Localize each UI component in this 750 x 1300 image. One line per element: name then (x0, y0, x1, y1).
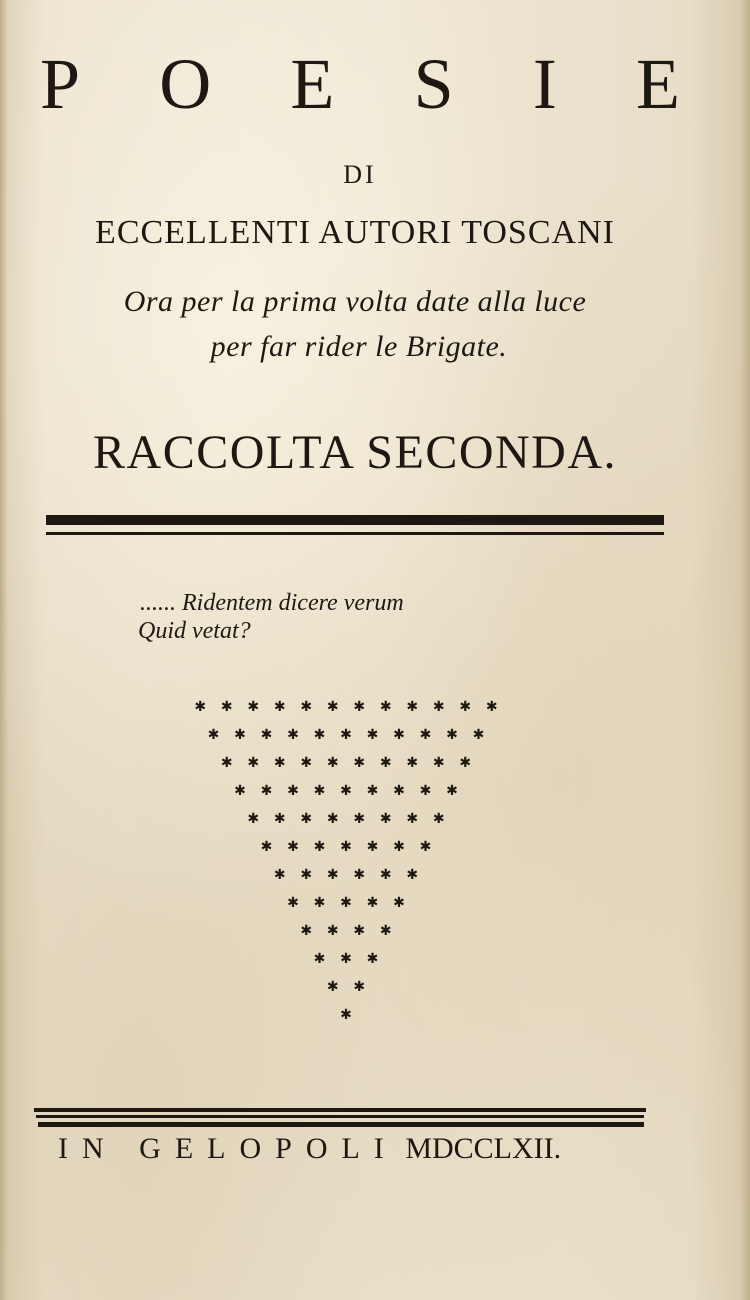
asterisk-icon: ✱ (366, 727, 379, 743)
divider-rule-thick (46, 515, 664, 525)
asterisk-icon: ✱ (260, 839, 273, 855)
asterisk-icon: ✱ (446, 783, 458, 799)
asterisk-icon: ✱ (220, 755, 233, 771)
asterisk-icon: ✱ (379, 867, 392, 883)
collection-heading: RACCOLTA SECONDA. (93, 426, 617, 479)
asterisk-icon: ✱ (366, 783, 379, 799)
asterisk-icon: ✱ (234, 783, 246, 799)
asterisk-icon: ✱ (313, 727, 326, 743)
asterisk-icon: ✱ (287, 895, 299, 911)
asterisk-icon: ✱ (287, 839, 299, 855)
asterisk-icon: ✱ (406, 811, 419, 827)
asterisk-icon: ✱ (247, 755, 260, 771)
asterisk-icon: ✱ (366, 895, 379, 911)
asterisk-icon: ✱ (353, 755, 366, 771)
asterisk-icon: ✱ (247, 811, 260, 827)
asterisk-icon: ✱ (340, 727, 352, 743)
asterisk-icon: ✱ (379, 699, 392, 715)
asterisk-icon: ✱ (432, 699, 445, 715)
asterisk-icon: ✱ (446, 727, 458, 743)
asterisk-icon: ✱ (353, 811, 366, 827)
title-letter: E (636, 44, 680, 124)
authors-line: ECCELLENTI AUTORI TOSCANI (95, 214, 615, 251)
asterisk-icon: ✱ (273, 811, 286, 827)
asterisk-icon: ✱ (353, 923, 366, 939)
asterisk-icon: ✱ (353, 979, 366, 995)
asterisk-icon: ✱ (313, 839, 326, 855)
asterisk-icon: ✱ (366, 839, 379, 855)
asterisk-icon: ✱ (300, 867, 313, 883)
asterisk-icon: ✱ (326, 699, 339, 715)
asterisk-icon: ✱ (353, 699, 366, 715)
asterisk-icon: ✱ (485, 699, 498, 715)
bottom-rule-2 (36, 1115, 644, 1118)
asterisk-icon: ✱ (379, 923, 392, 939)
asterisk-icon: ✱ (406, 867, 419, 883)
asterisk-icon: ✱ (287, 727, 299, 743)
subtitle-line-1: Ora per la prima volta date alla luce (123, 285, 587, 318)
title-letter: I (532, 44, 557, 124)
title-letter: S (413, 44, 454, 124)
divider-rule-thin (46, 532, 664, 535)
imprint-place: IN GELOPOLI (58, 1132, 398, 1165)
asterisk-icon: ✱ (340, 951, 352, 967)
asterisk-icon: ✱ (313, 783, 326, 799)
title-letter: O (159, 44, 212, 124)
asterisk-icon: ✱ (273, 867, 286, 883)
asterisk-icon: ✱ (419, 783, 432, 799)
asterisk-icon: ✱ (326, 811, 339, 827)
asterisk-icon: ✱ (247, 699, 260, 715)
page-edge-right (740, 0, 750, 1300)
asterisk-icon: ✱ (234, 727, 246, 743)
asterisk-icon: ✱ (379, 755, 392, 771)
title-connector: DI (343, 160, 377, 189)
asterisk-icon: ✱ (353, 867, 366, 883)
asterisk-icon: ✱ (393, 895, 405, 911)
asterisk-icon: ✱ (273, 699, 286, 715)
asterisk-icon: ✱ (432, 755, 445, 771)
asterisk-icon: ✱ (366, 951, 379, 967)
asterisk-icon: ✱ (313, 895, 326, 911)
asterisk-icon: ✱ (260, 727, 273, 743)
asterisk-icon: ✱ (340, 839, 352, 855)
bottom-rule-1 (34, 1108, 646, 1112)
asterisk-icon: ✱ (300, 811, 313, 827)
asterisk-icon: ✱ (379, 811, 392, 827)
asterisk-icon: ✱ (287, 783, 299, 799)
asterisk-icon: ✱ (393, 783, 405, 799)
subtitle-line-2: per far rider le Brigate. (210, 330, 508, 363)
asterisk-icon: ✱ (194, 699, 207, 715)
book-title (40, 44, 680, 124)
asterisk-icon: ✱ (340, 1007, 352, 1023)
bottom-rule-3 (38, 1122, 644, 1127)
epigraph-line-1: ...... Ridentem dicere verum (140, 590, 404, 616)
asterisk-icon: ✱ (459, 755, 472, 771)
asterisk-icon: ✱ (419, 727, 432, 743)
asterisk-icon: ✱ (326, 867, 339, 883)
imprint-line (58, 1132, 678, 1166)
asterisk-icon: ✱ (459, 699, 472, 715)
asterisk-icon: ✱ (340, 783, 352, 799)
asterisk-icon: ✱ (260, 783, 273, 799)
imprint-year: MDCCLXII. (405, 1132, 562, 1165)
asterisk-icon: ✱ (300, 699, 313, 715)
title-letter: E (290, 44, 335, 124)
title-letter: P (40, 44, 81, 124)
asterisk-icon: ✱ (326, 755, 339, 771)
asterisk-icon: ✱ (419, 839, 432, 855)
page-edge-left (0, 0, 8, 1300)
asterisk-icon: ✱ (326, 979, 339, 995)
epigraph-line-2: Quid vetat? (138, 618, 251, 644)
asterisk-icon: ✱ (220, 699, 233, 715)
asterisk-icon: ✱ (300, 923, 313, 939)
asterisk-triangle-ornament (0, 700, 750, 1040)
asterisk-icon: ✱ (326, 923, 339, 939)
asterisk-icon: ✱ (432, 811, 445, 827)
asterisk-icon: ✱ (273, 755, 286, 771)
asterisk-icon: ✱ (393, 727, 405, 743)
asterisk-icon: ✱ (300, 755, 313, 771)
asterisk-icon: ✱ (472, 727, 485, 743)
asterisk-icon: ✱ (406, 755, 419, 771)
asterisk-icon: ✱ (340, 895, 352, 911)
asterisk-icon: ✱ (207, 727, 220, 743)
asterisk-icon: ✱ (393, 839, 405, 855)
asterisk-icon: ✱ (313, 951, 326, 967)
asterisk-icon: ✱ (406, 699, 419, 715)
